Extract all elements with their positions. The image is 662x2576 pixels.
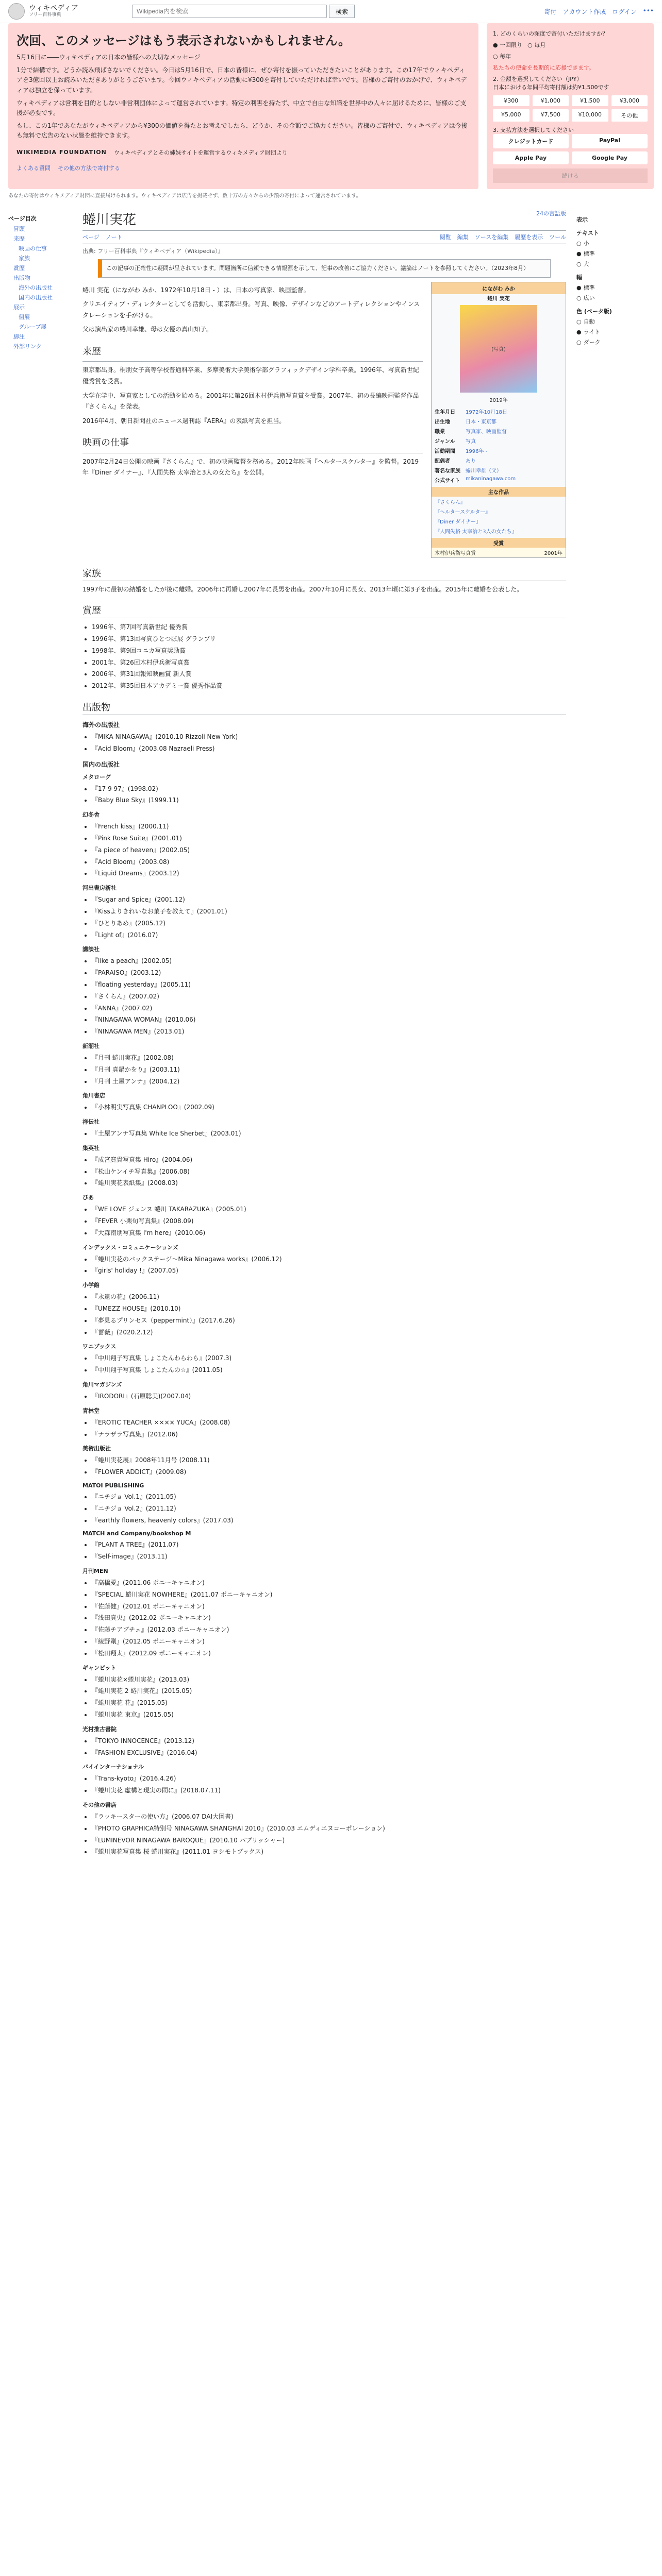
section-heading-film: 映画の仕事 [82, 435, 423, 453]
toc-item[interactable]: 外部リンク [13, 343, 42, 350]
user-links [544, 7, 654, 16]
list-item: • 『夢見るプリンセス（peppermint）』(2017.6.26) [92, 1315, 566, 1327]
portrait-image[interactable]: (写真) [460, 305, 537, 393]
infobox-row: 活動期間 1996年 - [435, 448, 488, 454]
list-item: • 『NINAGAWA WOMAN』(2010.06) [92, 1014, 566, 1026]
publication-list [92, 894, 566, 941]
list-item: • 『French kiss』(2000.11) [92, 821, 566, 833]
list-item: • 『松山ケンイチ写真集』(2006.08) [92, 1166, 566, 1178]
tab-edit[interactable]: 編集 [457, 234, 469, 241]
lead-section [82, 282, 423, 558]
banner-message [8, 23, 478, 189]
publication-list [92, 1154, 566, 1189]
width-title: 幅 [576, 274, 582, 281]
list-item: • 『ANNA』(2007.02) [92, 1003, 566, 1014]
publisher-heading: MATOI PUBLISHING [82, 1482, 144, 1489]
pay-applepay-button[interactable]: Apple Pay [493, 151, 569, 164]
text-size-small-radio[interactable]: ○ 小 [576, 240, 589, 247]
publication-list [92, 1101, 566, 1113]
list-item: • 『LUMINEVOR NINAGAWA BAROQUE』(2010.10 パブリッシャー) [92, 1835, 566, 1846]
list-item: • 『NINAGAWA MEN』(2013.01) [92, 1026, 566, 1038]
infobox-title: にながわ みか [432, 282, 566, 294]
list-item: • 『Trans-kyoto』(2016.4.26) [92, 1773, 566, 1785]
wikipedia-globe-icon [8, 3, 25, 20]
site-header [0, 0, 662, 23]
publisher-heading: 青林堂 [82, 1407, 100, 1414]
infobox-work: 『ヘルタースケルター』 [435, 509, 491, 515]
banner-paragraph: ウィキペディアは営利を目的としない非営利団体によって運営されています。特定の利害を持たず、中立で自由な知識を世界中の人々に届けるために、皆様のご支援が必要です。 [16, 99, 467, 116]
list-item: • 2006年、第31回報知映画賞 新人賞 [92, 668, 566, 680]
page-title: 蜷川実花 [82, 212, 137, 228]
amount-option[interactable]: その他 [611, 109, 648, 122]
list-item: • 『Sugar and Spice』(2001.12) [92, 894, 566, 906]
donation-banner [8, 23, 654, 189]
list-item: • 『月刊 蜷川実花』(2002.08) [92, 1052, 566, 1064]
toc-item[interactable]: 冒頭 [13, 226, 25, 232]
publisher-heading: インデックス・コミュニケーションズ [82, 1244, 178, 1251]
publisher-heading: ワニブックス [82, 1343, 117, 1350]
infobox [431, 282, 566, 558]
amount-option[interactable]: ¥300 [493, 95, 529, 106]
publication-list [92, 1253, 566, 1277]
list-item: • 『Self-image』(2013.11) [92, 1551, 566, 1563]
list-item: • 『TOKYO INNOCENCE』(2013.12) [92, 1735, 566, 1747]
list-item: • 2001年、第26回木村伊兵衛写真賞 [92, 657, 566, 669]
publication-list [92, 1811, 566, 1858]
amount-question: 2. 金額を選択してください（JPY） [493, 76, 583, 82]
publisher-heading: 光村推古書院 [82, 1725, 117, 1733]
continue-button[interactable]: 続ける [493, 168, 648, 183]
list-item: • 『佐藤健』(2012.01 ポニーキャニオン) [92, 1601, 566, 1613]
list-item: • 『Acid Bloom』(2003.08) [92, 856, 566, 868]
list-item: • 『成宮寛貴写真集 Hiro』(2004.06) [92, 1154, 566, 1166]
list-item: • 『蜷川実花写真集 桜 蜷川実花』(2011.01 ヨシモトブックス) [92, 1846, 566, 1858]
publisher-heading: ギャンビット [82, 1664, 117, 1671]
amount-option[interactable]: ¥1,500 [572, 95, 608, 106]
list-item: • 『PLANT A TREE』(2011.07) [92, 1539, 566, 1551]
career-paragraph: 東京都出身。桐朋女子高等学校普通科卒業、多摩美術大学美術学部グラフィックデザイン学科卒業。1996年、写真新世紀優秀賞を受賞。 [82, 366, 419, 385]
infobox-row: 著名な家族 蜷川幸雄（父） [435, 468, 502, 474]
list-item: • 『ラッキースターの使い方』(2006.07 DAI大図書) [92, 1811, 566, 1823]
pay-paypal-button[interactable]: PayPal [572, 134, 648, 148]
career-paragraph: 大学在学中、写真家としての活動を始める。2001年に第26回木村伊兵衛写真賞を受賞。2007年、初の長編映画監督作品『さくらん』を発表。 [82, 392, 419, 411]
tab-edit-source[interactable]: ソースを編集 [474, 234, 509, 241]
toc-item[interactable]: 出版物 [13, 275, 30, 281]
publisher-heading: MATCH and Company/bookshop M [82, 1530, 191, 1537]
language-button[interactable]: 24の言語版 [536, 210, 566, 217]
list-item: • 『like a peach』(2002.05) [92, 955, 566, 967]
film-paragraph: 2007年2月24日公開の映画『さくらん』で、初の映画監督を務める。2012年映画『ヘルタースケルター』を監督。2019年『Diner ダイナー』、『人間失格 太宰治と3人の女たち』を公開。 [82, 457, 419, 477]
list-item: • 『a piece of heaven』(2002.05) [92, 844, 566, 856]
publisher-heading: 祥伝社 [82, 1118, 100, 1126]
text-size-large-radio[interactable]: ○ 大 [576, 260, 589, 267]
search-input[interactable] [132, 5, 327, 18]
site-logo[interactable] [8, 3, 122, 20]
list-item: • 『高橋愛』(2011.06 ポニーキャニオン) [92, 1577, 566, 1589]
list-item: • 1998年、第9回コニカ写真奨励賞 [92, 645, 566, 657]
amount-grid [493, 95, 648, 122]
tab-read[interactable]: 閲覧 [439, 234, 451, 241]
publication-groups [82, 773, 566, 1858]
infobox-row: 公式サイト mikaninagawa.com [435, 476, 516, 484]
publication-list [92, 1735, 566, 1759]
list-item: • 『さくらん』(2007.02) [92, 991, 566, 1003]
infobox-name: 蜷川 実花 [487, 296, 510, 302]
frequency-question: 1. どのくらいの頻度で寄付いただけますか？ [493, 30, 608, 37]
list-item: • 『PHOTO GRAPHICA特別号 NINAGAWA SHANGHAI 2010』(2010.03 エムディエヌコーポレーション) [92, 1823, 566, 1835]
list-item: • 『綾野剛』(2012.05 ポニーキャニオン) [92, 1636, 566, 1648]
search-button[interactable]: 検索 [329, 5, 355, 18]
section-heading-family: 家族 [82, 566, 566, 581]
payment-question: 3. 支払方法を選択してください [493, 127, 574, 133]
publication-list [92, 1204, 566, 1239]
faq-link[interactable]: よくある質問 [16, 164, 51, 172]
list-item: • 『girls' holiday !』(2007.05) [92, 1265, 566, 1277]
text-size-standard-radio[interactable]: ● 標準 [576, 250, 595, 257]
publication-list [92, 1391, 566, 1402]
wikimedia-logo: WIKIMEDIA FOUNDATION [16, 149, 107, 156]
text-size-title: テキスト [576, 230, 599, 236]
publisher-heading: 新潮社 [82, 1042, 100, 1049]
payment-grid [493, 134, 648, 164]
page-tabs [82, 233, 566, 244]
list-item: • 『蜷川実花 2 蜷川実花』(2015.05) [92, 1685, 566, 1697]
lead-paragraph: 蜷川 実花（にながわ みか、1972年10月18日 - ）は、日本の写真家、映画監督。 [82, 286, 310, 294]
career-paragraph: 2016年4月、朝日新聞社のニュース週刊誌『AERA』の表紙写真を担当。 [82, 417, 286, 425]
infobox-row: 職業 写真家、映画監督 [435, 429, 507, 435]
frequency-note: 私たちの使命を長期的に応援できます。 [493, 64, 595, 71]
other-ways-link[interactable]: その他の方法で寄付する [58, 164, 120, 172]
list-item: • 『Pink Rose Suite』(2001.01) [92, 833, 566, 844]
publisher-heading: ぴあ [82, 1194, 94, 1201]
list-item: • 『MIKA NINAGAWA』(2010.10 Rizzoli New York) [92, 731, 566, 743]
appearance-panel [576, 205, 654, 1860]
list-item: • 『中川翔子写真集 しょこたんわらわら』(2007.3) [92, 1352, 566, 1364]
site-name: ウィキペディア [29, 4, 79, 13]
list-item: • 『PARAISO』(2003.12) [92, 967, 566, 979]
publisher-heading: 河出書房新社 [82, 885, 117, 892]
list-item: • 1996年、第13回写真ひとつぼ展 グランプリ [92, 633, 566, 645]
list-item: • 『蜷川実花 虚構と現実の間に』(2018.07.11) [92, 1785, 566, 1797]
publisher-heading: メタローグ [82, 773, 111, 781]
width-wide-radio[interactable]: ○ 広い [576, 294, 595, 301]
lead-paragraph: クリエイティブ・ディレクターとしても活動し、東京都出身。写真、映像、デザインなどのアートディレクションやインスタレーションを手がける。 [82, 300, 420, 319]
awards-list [92, 621, 566, 692]
list-item: • 『ニチジョ Vol.2』(2011.12) [92, 1503, 566, 1515]
publication-list [92, 1491, 566, 1526]
section-heading-career: 来歴 [82, 344, 423, 362]
publication-list [92, 783, 566, 807]
list-item: • 『蜷川実花 花』(2015.05) [92, 1697, 566, 1709]
infobox-awards-heading: 受賞 [432, 538, 566, 548]
publication-list [92, 955, 566, 1038]
toc-item[interactable]: 個展 [19, 314, 30, 320]
list-item: • 『大森南朋写真集 I'm here』(2010.06) [92, 1227, 566, 1239]
list-item: • 『土屋アンナ写真集 White Ice Sherbet』(2003.01) [92, 1128, 566, 1140]
search-form [132, 5, 355, 18]
toc-sidebar [8, 205, 70, 1860]
freq-monthly-label: 毎月 [534, 42, 546, 48]
list-item: • 『蜷川実花のバックステージ〜Mika Ninagawa works』(2006.12) [92, 1253, 566, 1265]
publisher-heading: 幻冬舎 [82, 811, 100, 819]
publisher-heading: 集英社 [82, 1144, 100, 1151]
publication-list [92, 1128, 566, 1140]
site-subtitle: フリー百科事典 [29, 12, 61, 18]
list-item: • 1996年、第7回写真新世紀 優秀賞 [92, 621, 566, 633]
amount-option[interactable]: ¥3,000 [611, 95, 648, 106]
publication-list [92, 1291, 566, 1338]
toc-item[interactable]: 賞歴 [13, 265, 25, 272]
publication-list [92, 1417, 566, 1440]
list-item: • 『Liquid Dreams』(2003.12) [92, 868, 566, 879]
infobox-row: ジャンル 写真 [435, 438, 476, 445]
amount-option[interactable]: ¥10,000 [572, 109, 608, 122]
list-item: • 『earthly flowers, heavenly colors』(2017.03) [92, 1515, 566, 1527]
list-item: • 『ひとりあめ』(2005.12) [92, 918, 566, 929]
tab-tools[interactable]: ツール [549, 234, 566, 241]
list-item: • 『松田翔太』(2012.09 ポニーキャニオン) [92, 1648, 566, 1659]
list-item: • 『WE LOVE ジェンヌ 蜷川 TAKARAZUKA』(2005.01) [92, 1204, 566, 1215]
donation-form [487, 23, 654, 189]
infobox-award: 木村伊兵衛写真賞 2001年 [432, 548, 566, 557]
publication-list [92, 821, 566, 879]
publisher-heading: パイインターナショナル [82, 1764, 144, 1771]
list-item: • 『浅田真央』(2012.02 ポニーキャニオン) [92, 1612, 566, 1624]
infobox-row: 配偶者 あり [435, 458, 476, 464]
toc-item[interactable]: 映画の仕事 [19, 245, 47, 252]
color-title: 色 (ベータ版) [576, 308, 612, 315]
tab-page[interactable]: ページ [82, 234, 100, 241]
color-auto-radio[interactable]: ○ 自動 [576, 318, 595, 325]
publisher-heading: 講談社 [82, 946, 100, 953]
list-item: • 『佐藤チアブチェ』(2012.03 ポニーキャニオン) [92, 1624, 566, 1636]
publication-list [92, 1052, 566, 1087]
color-light-radio[interactable]: ● ライト [576, 328, 601, 335]
banner-title: 次回、このメッセージはもう表示されないかもしれません。 [16, 33, 351, 48]
foreign-publishers-heading: 海外の出版社 [82, 721, 120, 728]
domestic-publishers-heading: 国内の出版社 [82, 760, 120, 768]
list-item: • 『FASHION EXCLUSIVE』(2016.04) [92, 1747, 566, 1759]
freq-monthly-radio[interactable]: ○ 毎月 [527, 42, 546, 48]
publisher-heading: 美術出版社 [82, 1445, 111, 1452]
toc-item[interactable]: 脚注 [13, 333, 25, 340]
toc-item[interactable]: 家族 [19, 255, 30, 262]
banner-subtitle: 5月16日に――ウィキペディアの日本の皆様への大切なメッセージ [16, 54, 201, 61]
publisher-heading: 小学館 [82, 1282, 100, 1289]
list-item: • 『蜷川実花表紙集』(2008.03) [92, 1177, 566, 1189]
toc-title: ページ目次 [8, 215, 37, 222]
list-item: • 『EROTIC TEACHER ×××× YUCA』(2008.08) [92, 1417, 566, 1429]
publication-list [92, 1674, 566, 1721]
infobox-caption: 2019年 [489, 397, 508, 403]
list-item: • 『永遠の花』(2006.11) [92, 1291, 566, 1303]
amount-option[interactable]: ¥5,000 [493, 109, 529, 122]
list-item: • 『蜷川実花展』2008年11月号 (2008.11) [92, 1454, 566, 1466]
publisher-heading: 角川マガジンズ [82, 1381, 122, 1388]
amount-option[interactable]: ¥1,000 [533, 95, 569, 106]
article-content [70, 205, 576, 1860]
toc-item[interactable]: 展示 [13, 304, 25, 311]
banner-note: あなたの寄付はウィキメディア財団に直接届けられます。ウィキペディアは広告を掲載せず、数十万の方々からの少額の寄付によって運営されています。 [8, 193, 361, 199]
banner-paragraph: 1分で結構です。どうか読み飛ばさないでください。今日は5月16日で、日本の皆様に、ぜひ寄付を振っていただきたいことがあります。この17年でウィキペディアを3億回以上お読みいただきありがとうございます。今回ウィキペディアの活動に¥300を寄付していただければ幸いです。皆様のご寄付のおかげで、ウィキペディアは独立を保っています。 [16, 66, 467, 94]
publication-list [92, 1352, 566, 1376]
pay-card-button[interactable]: クレジットカード [493, 134, 569, 148]
amount-option[interactable]: ¥7,500 [533, 109, 569, 122]
toc-item[interactable]: 国内の出版社 [19, 294, 53, 301]
list-item: • 『ニチジョ Vol.1』(2011.05) [92, 1491, 566, 1503]
list-item: • 『ナラザラ写真集』(2012.06) [92, 1429, 566, 1440]
publication-list [92, 1539, 566, 1563]
list-item: • 『Light of』(2016.07) [92, 929, 566, 941]
infobox-work: 『さくらん』 [435, 499, 466, 505]
list-item: • 2012年、第35回日本アカデミー賞 優秀作品賞 [92, 680, 566, 692]
list-item: • 『floating yesterday』(2005.11) [92, 979, 566, 991]
list-item: • 『小林明実写真集 CHANPLOO』(2002.09) [92, 1101, 566, 1113]
publisher-heading: 月刊MEN [82, 1568, 108, 1575]
infobox-row: 生年月日 1972年10月18日 [435, 409, 507, 415]
publication-list [92, 1773, 566, 1797]
list-item: • 『月刊 土屋アンナ』(2004.12) [92, 1076, 566, 1088]
list-item: • 『Acid Bloom』(2003.08 Nazraeli Press) [92, 743, 566, 755]
publisher-heading: 角川書店 [82, 1092, 105, 1099]
lead-paragraph: 父は演出家の蜷川幸雄、母は女優の真山知子。 [82, 326, 213, 333]
appearance-title: 表示 [576, 216, 588, 223]
freq-yearly-radio[interactable]: ○ 毎年 [493, 53, 511, 60]
list-item: • 『薔薇』(2020.2.12) [92, 1327, 566, 1338]
maintenance-notice: この記事の正確性に疑問が呈されています。問題箇所に信頼できる情報源を示して、記事の改善にご協力ください。議論はノートを参照してください。（2023年8月） [98, 259, 551, 278]
toc-item[interactable]: 来歴 [13, 235, 25, 242]
list-item: • 『FLOWER ADDICT』(2009.08) [92, 1466, 566, 1478]
freq-once-radio[interactable]: ● 一回限り [493, 42, 523, 48]
list-item: • 『蜷川実花 東京』(2015.05) [92, 1709, 566, 1721]
donate-link[interactable]: 寄付 [544, 8, 557, 15]
list-item: • 『中川翔子写真集 しょこたんの☆』(2011.05) [92, 1364, 566, 1376]
list-item: • 『Baby Blue Sky』(1999.11) [92, 794, 566, 806]
tab-history[interactable]: 履歴を表示 [515, 234, 543, 241]
list-item: • 『UMEZZ HOUSE』(2010.10) [92, 1303, 566, 1315]
list-item: • 『17 9 97』(1998.02) [92, 783, 566, 795]
section-heading-publications: 出版物 [82, 700, 566, 715]
list-item: • 『FEVER 小栗旬写真集』(2008.09) [92, 1215, 566, 1227]
more-menu-icon[interactable]: ••• [642, 7, 654, 14]
list-item: • 『SPECIAL 蜷川実花 NOWHERE』(2011.07 ポニーキャニオン) [92, 1589, 566, 1601]
toc-item[interactable]: 海外の出版社 [19, 284, 53, 291]
infobox-work: 『人間失格 太宰治と3人の女たち』 [435, 529, 517, 535]
list-item: • 『Kissよりきれいなお菓子を教えて』(2001.01) [92, 906, 566, 918]
infobox-works-heading: 主な作品 [432, 487, 566, 497]
freq-once-label: 一回限り [500, 42, 523, 48]
publication-list [92, 1577, 566, 1659]
width-standard-radio[interactable]: ● 標準 [576, 284, 595, 291]
amount-subnote: 日本における年間平均寄付額は約¥1,500です [493, 84, 609, 91]
infobox-work: 『Diner ダイナー』 [435, 519, 482, 525]
tab-talk[interactable]: ノート [105, 234, 123, 241]
toc-item[interactable]: グループ展 [19, 324, 47, 330]
list-item: • 『月刊 真鍋かをり』(2003.11) [92, 1064, 566, 1076]
article-source-note: 出典: フリー百科事典『ウィキペディア（Wikipedia）』 [82, 248, 224, 255]
create-account-link[interactable]: アカウント作成 [562, 8, 606, 15]
freq-yearly-label: 毎年 [500, 53, 511, 60]
publisher-heading: その他の書店 [82, 1801, 117, 1808]
list-item: • 『蜷川実花×蜷川実花』(2013.03) [92, 1674, 566, 1686]
publication-list [92, 1454, 566, 1478]
section-heading-awards: 賞歴 [82, 603, 566, 618]
banner-footer-text: ウィキペディアとその姉妹サイトを運営するウィキメディア財団より [113, 149, 288, 156]
login-link[interactable]: ログイン [612, 8, 637, 15]
pay-googlepay-button[interactable]: Google Pay [572, 151, 648, 164]
infobox-row: 出生地 日本・東京都 [435, 419, 496, 425]
color-dark-radio[interactable]: ○ ダーク [576, 338, 601, 346]
banner-paragraph: もし、この1年であなたがウィキペディアから¥300の価値を得たとお考えでしたら、どうか、その金額でご協力ください。皆様のご寄付で、ウィキペディアは今後も無料で広告のない状態を維持できます。 [16, 122, 468, 140]
list-item: • 『IRODORI』(石原聡美)(2007.04) [92, 1391, 566, 1402]
family-paragraph: 1997年に最初の結婚をしたが後に離婚。2006年に再婚し2007年に長男を出産。2007年10月に長女、2013年頃に第3子を出産。2015年に離婚を公表した。 [82, 585, 523, 593]
